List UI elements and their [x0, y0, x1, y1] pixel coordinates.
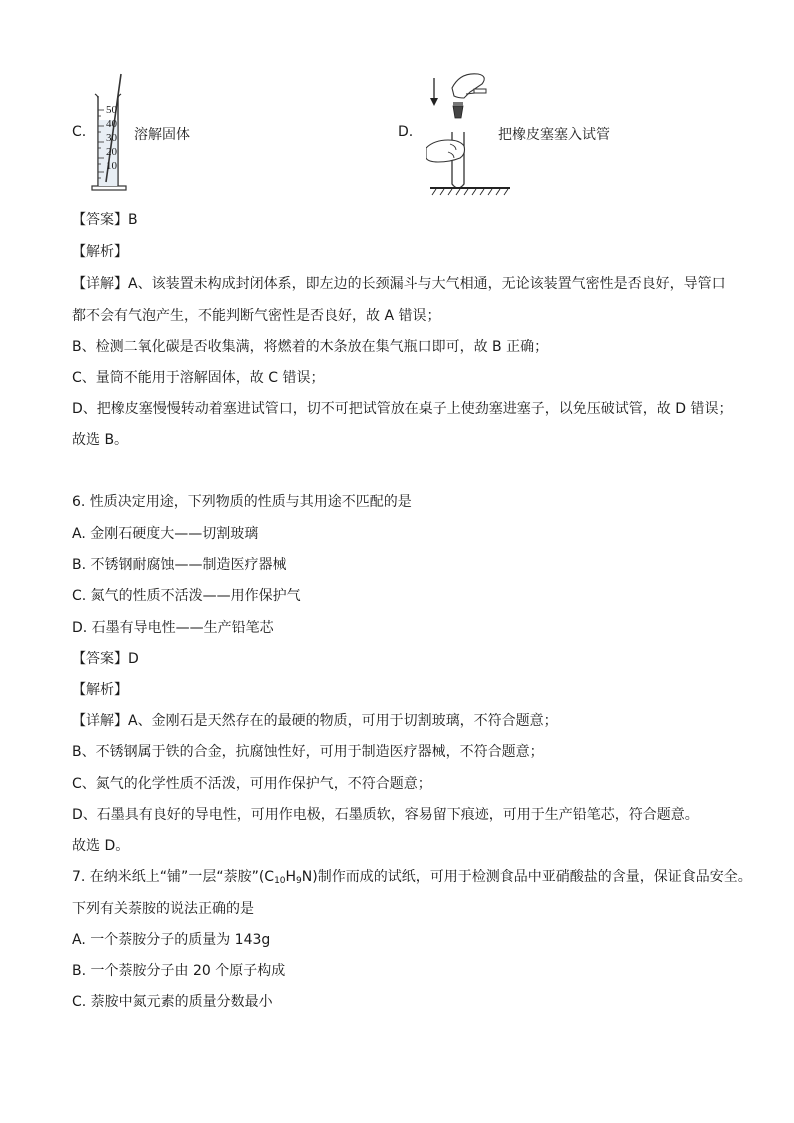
q7-option-c: C. 萘胺中氮元素的质量分数最小 — [72, 994, 273, 1010]
q5-detail-b: B、检测二氧化碳是否收集满，将燃着的木条放在集气瓶口即可，故 B 正确； — [72, 339, 549, 355]
q5-answer: 【答案】B — [72, 212, 138, 228]
q6-detail-b: B、不锈钢属于铁的合金，抗腐蚀性好，可用于制造医疗器械，不符合题意； — [72, 744, 544, 760]
q6-answer: 【答案】D — [72, 651, 139, 667]
option-d-caption: 把橡皮塞塞入试管 — [498, 127, 610, 143]
q5-detail-c: C、量筒不能用于溶解固体，故 C 错误； — [72, 370, 325, 386]
q6-detail-a: 【详解】A、金刚石是天然存在的最硬的物质，可用于切割玻璃，不符合题意； — [72, 713, 558, 729]
q6-option-d: D. 石墨有导电性——生产铅笔芯 — [72, 620, 274, 636]
q6-stem: 6. 性质决定用途，下列物质的性质与其用途不匹配的是 — [72, 494, 412, 510]
q7-sub-c: 10 — [274, 876, 286, 886]
q7-option-b: B. 一个萘胺分子由 20 个原子构成 — [72, 963, 286, 979]
q6-detail-d: D、石墨具有良好的导电性，可用作电极，石墨质软，容易留下痕迹，可用于生产铅笔芯，符合题意。 — [72, 807, 699, 823]
q7-stem-line-1 — [72, 867, 752, 891]
q7-stem-pre: 7. 在纳米纸上“铺”一层“萘胺”(C — [72, 869, 275, 885]
q7-sub-h: 9 — [296, 876, 302, 886]
q5-detail-line-2: 都不会有气泡产生，不能判断气密性是否良好，故 A 错误； — [72, 308, 441, 324]
q7-mid-h: H — [285, 869, 297, 885]
q5-detail-line-1: 【详解】A、该装置未构成封闭体系，即左边的长颈漏斗与大气相通，无论该装置气密性是否良好，导管口 — [72, 276, 726, 292]
scale-mark: 30 — [106, 132, 117, 144]
option-c-letter: C. — [72, 124, 87, 140]
option-c-caption: 溶解固体 — [134, 127, 190, 143]
q6-analysis-heading: 【解析】 — [72, 682, 128, 698]
q6-detail-c: C、氮气的化学性质不活泼，可用作保护气，不符合题意； — [72, 776, 432, 792]
q6-option-a: A. 金刚石硬度大——切割玻璃 — [72, 526, 259, 542]
option-d-letter: D. — [398, 124, 414, 140]
scale-mark: 50 — [106, 104, 117, 116]
q6-conclusion: 故选 D。 — [72, 838, 130, 854]
cylinder-scale — [106, 102, 126, 174]
scale-mark: 40 — [106, 118, 117, 130]
q5-detail-d: D、把橡皮塞慢慢转动着塞进试管口，切不可把试管放在桌子上使劲塞进塞子，以免压破试管，故 D 错误； — [72, 401, 733, 417]
q7-stem-post: N)制作而成的试纸，可用于检测食品中亚硝酸盐的含量，保证食品安全。 — [301, 869, 752, 885]
q5-conclusion: 故选 B。 — [72, 432, 129, 448]
q6-option-b: B. 不锈钢耐腐蚀——制造医疗器械 — [72, 557, 287, 573]
q7-stem-line-2: 下列有关萘胺的说法正确的是 — [72, 901, 254, 917]
scale-mark: 10 — [106, 160, 117, 172]
scale-mark: 20 — [106, 146, 117, 158]
q7-option-a: A. 一个萘胺分子的质量为 143g — [72, 932, 271, 948]
q6-option-c: C. 氮气的性质不活泼——用作保护气 — [72, 588, 301, 604]
q5-analysis-heading: 【解析】 — [72, 244, 128, 260]
